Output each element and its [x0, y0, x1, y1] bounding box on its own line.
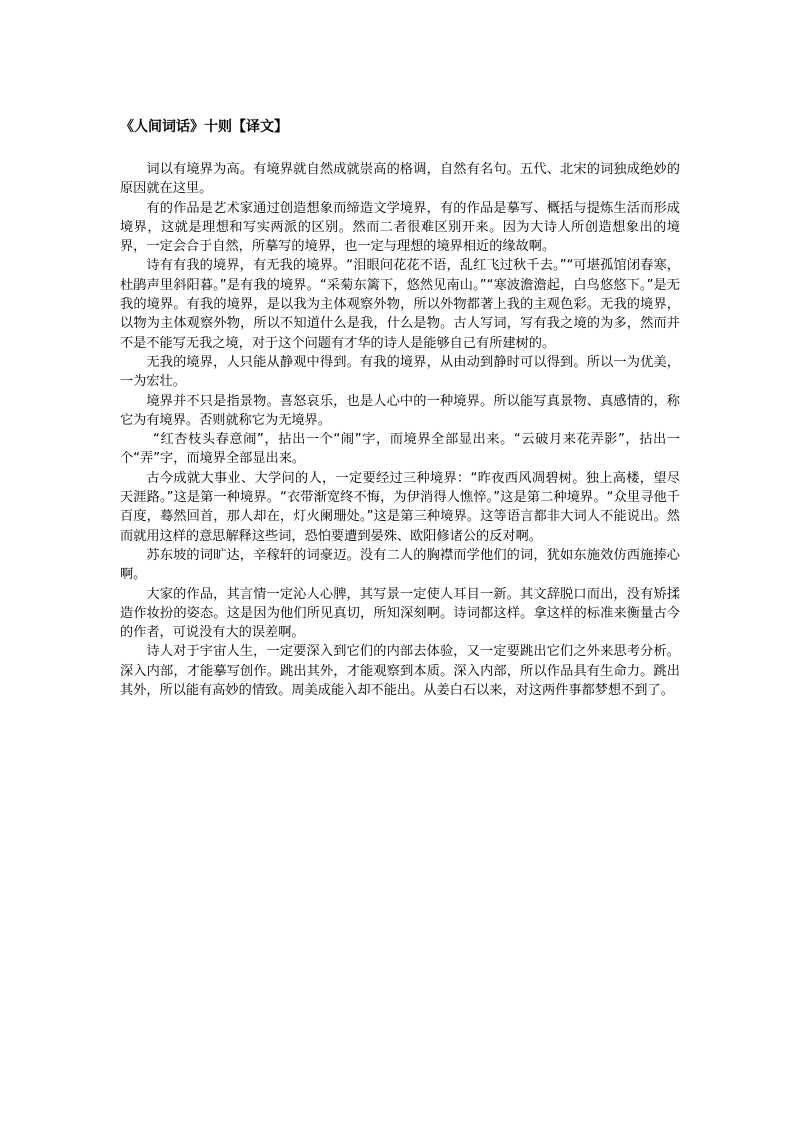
paragraph-6: “红杏枝头春意闹”，拈出一个“闹”字，而境界全部显出来。“云破月来花弄影”，拈出一个“弄”字，而境界全部显出来。	[120, 432, 680, 467]
document-title: 《人间词话》十则【译文】	[120, 119, 288, 135]
paragraph-1: 词以有境界为高。有境界就自然成就崇高的格调，自然有名句。五代、北宋的词独成绝妙的原因就在这里。	[120, 162, 680, 197]
document-body	[120, 160, 680, 700]
paragraph-3: 诗有有我的境界，有无我的境界。“泪眼问花花不语，乱红飞过秋千去。”“可堪孤馆闭春寒，杜鹃声里斜阳暮。”是有我的境界。“采菊东篱下，悠然见南山。”“寒波澹澹起，白鸟悠悠下。”是无我的境界。有我的境界，是以我为主体观察外物，所以外物都著上我的主观色彩。无我的境界，以物为主体观察外物，所以不知道什么是我，什么是物。古人写词，写有我之境的为多，然而并不是不能写无我之境，对于这个问题有才华的诗人是能够自己有所建树的。	[120, 258, 680, 351]
paragraph-10: 诗人对于宇宙人生，一定要深入到它们的内部去体验，又一定要跳出它们之外来思考分析。深入内部，才能摹写创作。跳出其外，才能观察到本质。深入内部，所以作品具有生命力。跳出其外，所以能有高妙的情致。周美成能入却不能出。从姜白石以来，对这两件事都梦想不到了。	[120, 644, 680, 699]
paragraph-4: 无我的境界，人只能从静观中得到。有我的境界，从由动到静时可以得到。所以一为优美，一为宏壮。	[120, 354, 680, 390]
paragraph-9: 大家的作品，其言情一定沁人心脾，其写景一定使人耳目一新。其文辞脱口而出，没有矫揉造作妆扮的姿态。这是因为他们所见真切，所知深刻啊。诗词都这样。拿这样的标准来衡量古今的作者，可说没有大的误差啊。	[120, 586, 680, 641]
paragraph-5: 境界并不只是指景物。喜怒哀乐，也是人心中的一种境界。所以能写真景物、真感情的，称它为有境界。否则就称它为无境界。	[120, 393, 680, 428]
paragraph-7: 古今成就大事业、大学问的人，一定要经过三种境界：“昨夜西风凋碧树。独上高楼，望尽天涯路。”这是第一种境界。“衣带渐宽终不悔，为伊消得人憔悴。”这是第二种境界。“众里寻他千百度，蓦然回首，那人却在，灯火阑珊处。”这是第三种境界。这等语言都非大词人不能说出。然而就用这样的意思解释这些词，恐怕要遭到晏殊、欧阳修诸公的反对啊。	[120, 470, 680, 544]
paragraph-8: 苏东坡的词旷达，辛稼轩的词豪迈。没有二人的胸襟而学他们的词，犹如东施效仿西施捧心啊。	[120, 547, 680, 583]
paragraph-2: 有的作品是艺术家通过创造想象而缔造文学境界，有的作品是摹写、概括与提炼生活而形成境界，这就是理想和写实两派的区别。然而二者很难区别开来。因为大诗人所创造想象出的境界，一定会合于自然，所摹写的境界，也一定与理想的境界相近的缘故啊。	[120, 200, 680, 255]
